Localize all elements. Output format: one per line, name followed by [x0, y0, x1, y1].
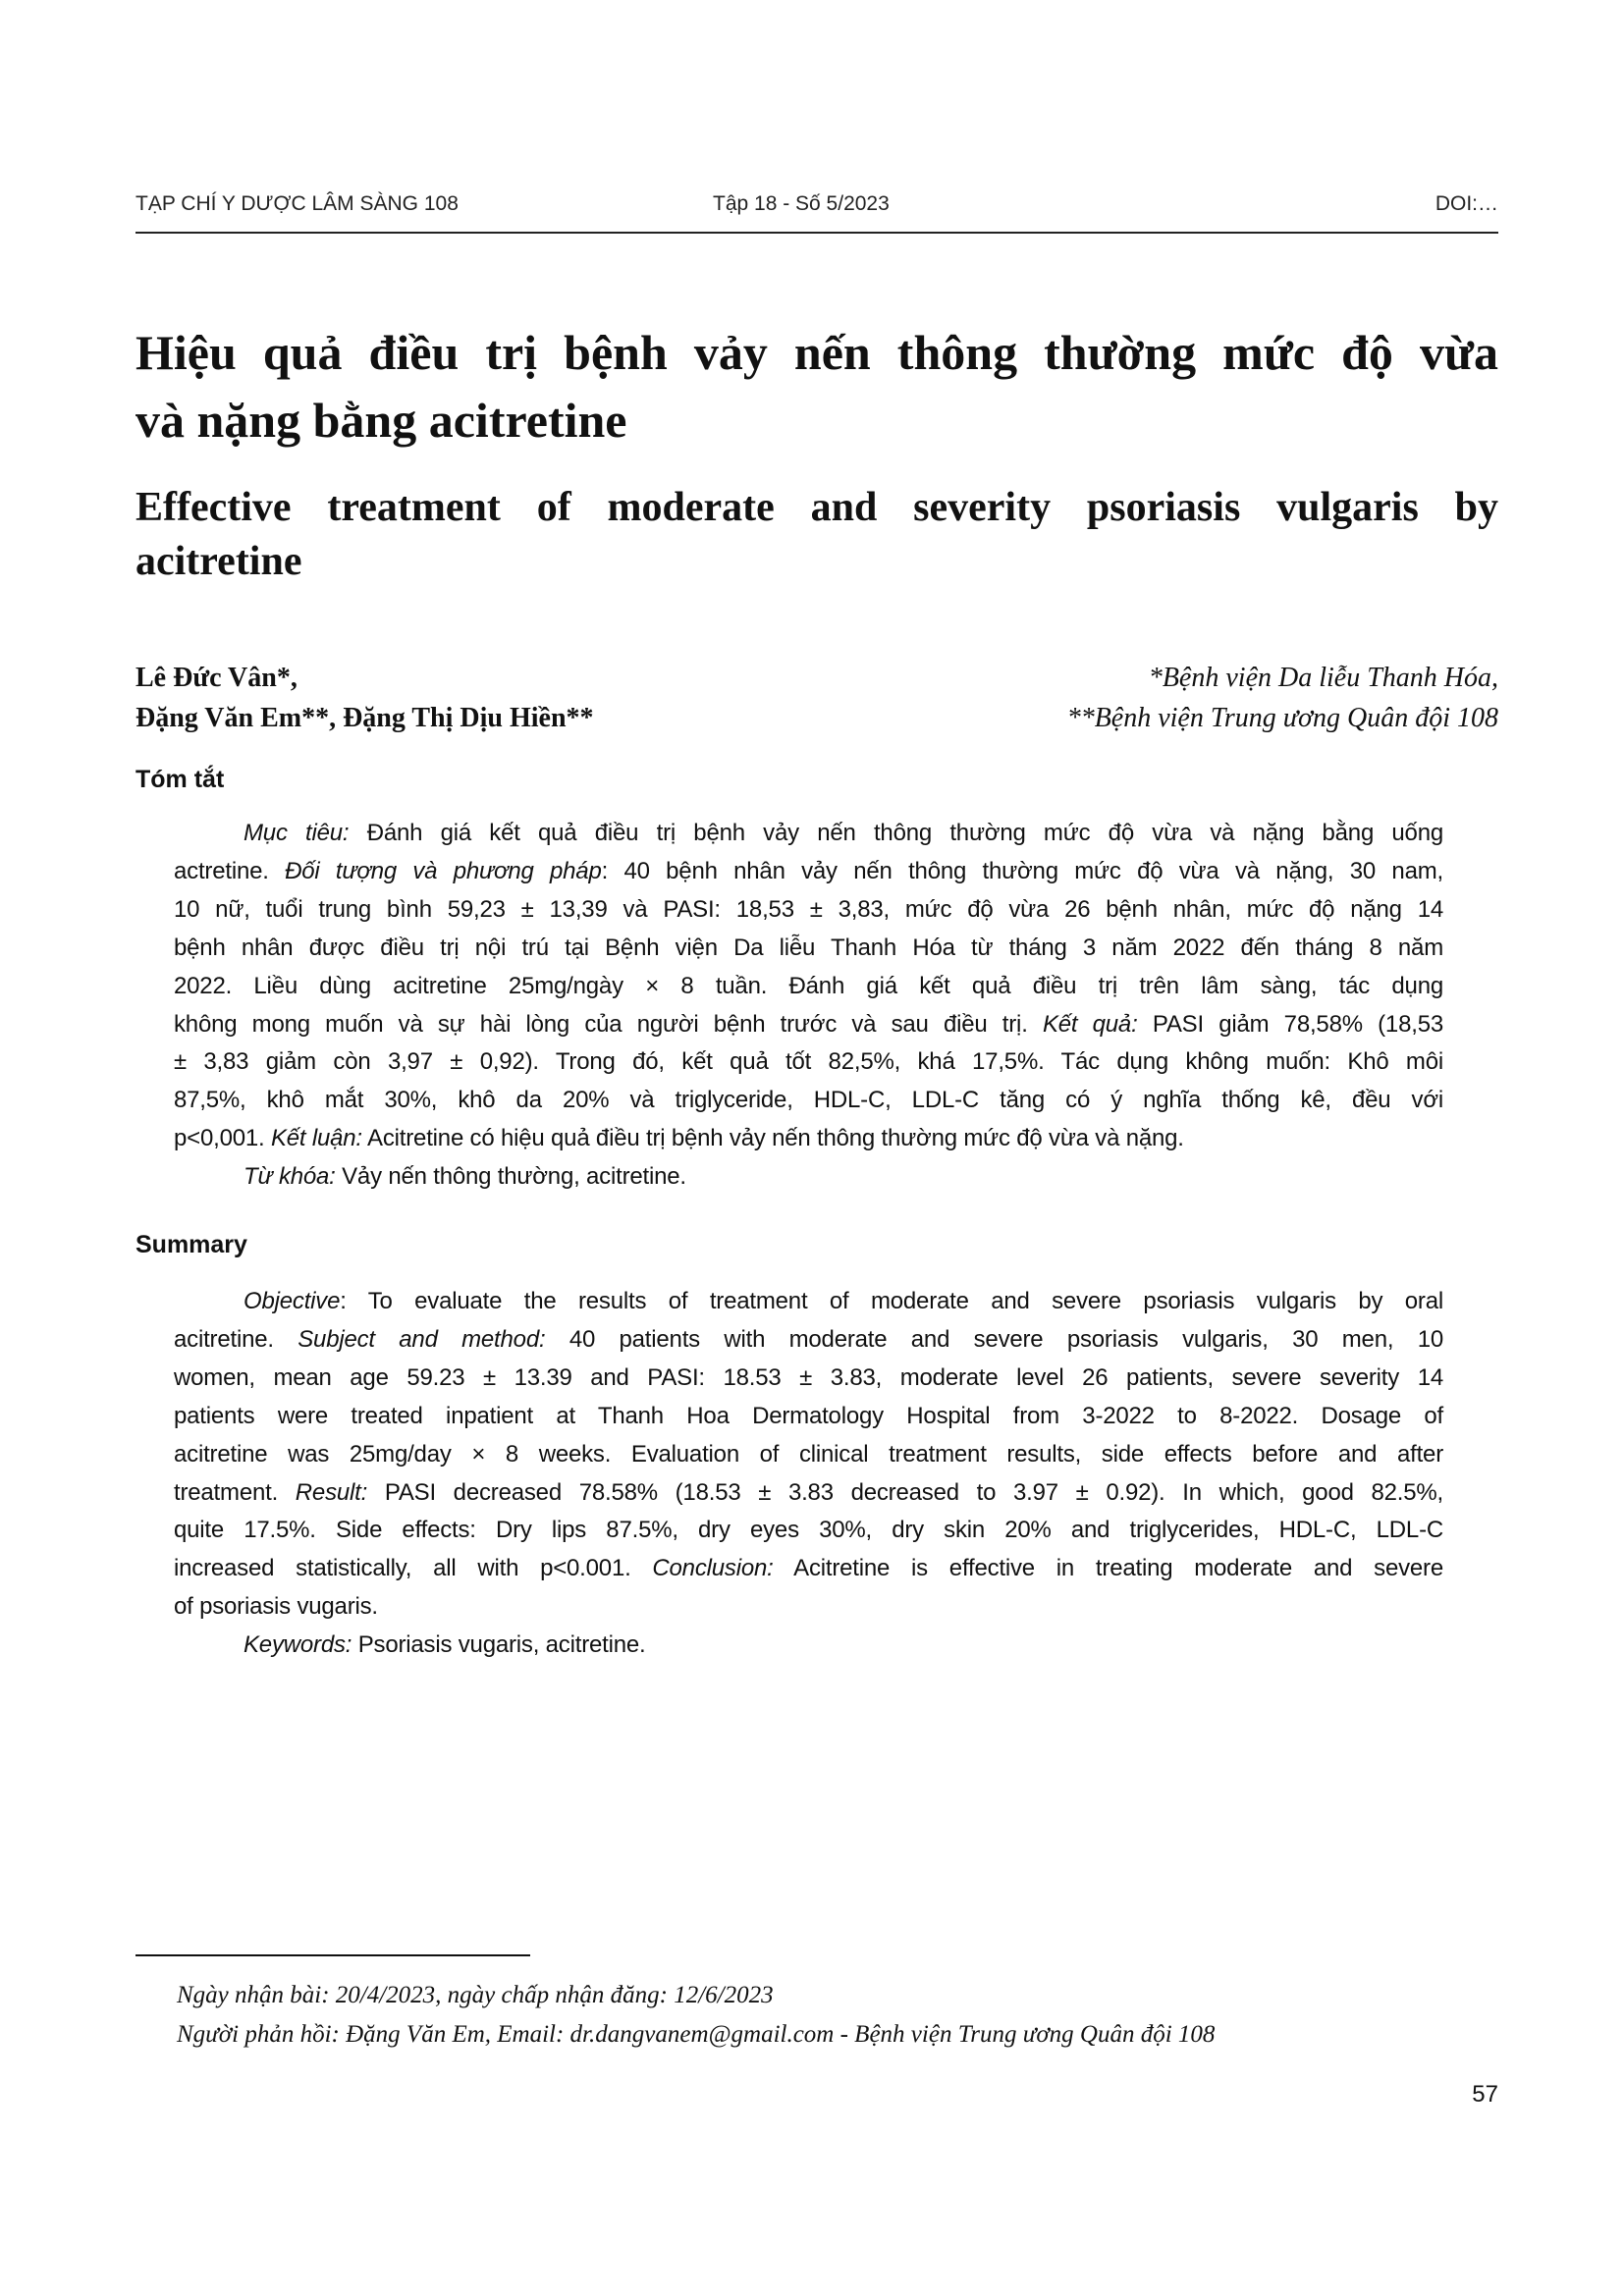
affiliation-line: *Bệnh viện Da liễu Thanh Hóa, [1148, 663, 1498, 693]
text-run: Psoriasis vugaris, acitretine. [352, 1631, 646, 1659]
text-run: ± 3,83 giảm còn 3,97 ± 0,92). Trong đó, kết quả tốt 82,5%, khá 17,5%. Tác dụng không muốn: Khô môi [174, 1048, 1443, 1076]
title-line: Hiệu quả điều trị bệnh vảy nến thông thường mức độ vừa [135, 325, 1498, 380]
page-number: 57 [1472, 2081, 1498, 2108]
author-line: Lê Đức Vân*, [135, 663, 298, 693]
header-divider [135, 232, 1498, 234]
italic-label: Từ khóa: [244, 1163, 336, 1191]
text-run: PASI decreased 78.58% (18.53 ± 3.83 decreased to 3.97 ± 0.92). In which, good 82.5%, [367, 1478, 1444, 1506]
text-run: of psoriasis vugaris. [174, 1593, 378, 1621]
title-line: và nặng bằng acitretine [135, 393, 627, 448]
paragraph-line [174, 815, 1443, 853]
italic-label: Kết quả: [1042, 1010, 1138, 1038]
paragraph-line [174, 1588, 1443, 1627]
italic-label: Keywords: [244, 1631, 352, 1659]
text-run: : 40 bệnh nhân vảy nến thông thường mức độ vừa và nặng, 30 nam, [601, 857, 1443, 884]
text-run: acitretine. [174, 1325, 298, 1353]
correspondence-note: Người phản hồi: Đặng Văn Em, Email: dr.dangvanem@gmail.com - Bệnh viện Trung ương Quân đội 108 [177, 2021, 1216, 2048]
footnote-divider [135, 1954, 530, 1956]
text-run: increased statistically, all with p<0.001. [174, 1555, 653, 1582]
paragraph-line [174, 1360, 1443, 1398]
text-run: p<0,001. [174, 1125, 271, 1152]
text-run: Đánh giá kết quả điều trị bệnh vảy nến thông thường mức độ vừa và nặng bằng uống [349, 820, 1443, 846]
paragraph-line [174, 1474, 1443, 1513]
text-run: 10 nữ, tuổi trung bình 59,23 ± 13,39 và PASI: 18,53 ± 3,83, mức độ vừa 26 bệnh nhân, mức độ nặng 14 [174, 895, 1443, 923]
paragraph-line [174, 1082, 1443, 1120]
affiliations [1067, 658, 1498, 738]
journal-name: TẠP CHÍ Y DƯỢC LÂM SÀNG 108 [135, 192, 459, 215]
italic-label: Mục tiêu: [244, 820, 350, 846]
paragraph-line [174, 1120, 1443, 1158]
italic-label: Đối tượng và phương pháp [285, 857, 602, 884]
title-english [135, 481, 1498, 589]
italic-label: Kết luận: [270, 1125, 362, 1152]
paragraph-line [174, 1158, 1443, 1197]
italic-label: Result: [295, 1478, 368, 1506]
affiliation-line: **Bệnh viện Trung ương Quân đội 108 [1066, 703, 1498, 733]
paragraph-line [174, 1436, 1443, 1474]
footnotes [177, 1976, 1215, 2055]
text-run: 2022. Liều dùng acitretine 25mg/ngày × 8 tuần. Đánh giá kết quả điều trị trên lâm sàng, tác dụng [174, 972, 1443, 999]
italic-label: Conclusion: [652, 1555, 774, 1582]
title-line: Effective treatment of moderate and severity psoriasis vulgaris by [135, 485, 1498, 530]
paragraph-line [174, 853, 1443, 891]
text-run: 87,5%, khô mắt 30%, khô da 20% và triglyceride, HDL-C, LDL-C tăng có ý nghĩa thống kê, đều với [174, 1087, 1443, 1114]
text-run: patients were treated inpatient at Thanh Hoa Dermatology Hospital from 3-2022 to 8-2022. Dosage of [174, 1402, 1443, 1429]
text-run: 40 patients with moderate and severe psoriasis vulgaris, 30 men, 10 [545, 1325, 1443, 1353]
paragraph-line [174, 930, 1443, 968]
text-run: không mong muốn và sự hài lòng của người bệnh trước và sau điều trị. [174, 1010, 1043, 1038]
issue-number: Tập 18 - Số 5/2023 [713, 192, 890, 215]
abstract-vi-body [174, 815, 1443, 1197]
doi-label: DOI:… [1435, 192, 1498, 215]
abstract-vi-heading: Tóm tắt [135, 766, 225, 793]
text-run: Acitretine có hiệu quả điều trị bệnh vảy nến thông thường mức độ vừa và nặng. [361, 1125, 1184, 1152]
received-date-note: Ngày nhận bài: 20/4/2023, ngày chấp nhận đăng: 12/6/2023 [177, 1982, 774, 2008]
italic-label: Subject and method: [298, 1325, 546, 1353]
text-run: quite 17.5%. Side effects: Dry lips 87.5%, dry eyes 30%, dry skin 20% and triglycerides, HDL-C, LDL-C [174, 1517, 1443, 1544]
title-line: acitretine [135, 539, 302, 584]
paragraph-line [174, 1043, 1443, 1082]
paragraph-line [174, 1550, 1443, 1588]
text-run: acitretine was 25mg/day × 8 weeks. Evaluation of clinical treatment results, side effects before and after [174, 1440, 1443, 1468]
title-vietnamese [135, 319, 1498, 454]
text-run: : To evaluate the results of treatment of moderate and severe psoriasis vulgaris by oral [340, 1288, 1443, 1314]
summary-heading: Summary [135, 1231, 247, 1258]
paragraph-line [174, 1006, 1443, 1044]
paragraph-line [174, 1321, 1443, 1360]
text-run: Vảy nến thông thường, acitretine. [335, 1163, 686, 1191]
paragraph-line [174, 891, 1443, 930]
italic-label: Objective [244, 1288, 341, 1314]
paragraph-line [174, 968, 1443, 1006]
text-run: actretine. [174, 857, 286, 884]
author-line: Đặng Văn Em**, Đặng Thị Dịu Hiền** [135, 703, 594, 733]
text-run: women, mean age 59.23 ± 13.39 and PASI: 18.53 ± 3.83, moderate level 26 patients, severe severity 14 [174, 1363, 1443, 1391]
paragraph-line [174, 1512, 1443, 1550]
paragraph-line [174, 1398, 1443, 1436]
text-run: Acitretine is effective in treating moderate and severe [773, 1555, 1443, 1582]
paragraph-line [174, 1283, 1443, 1321]
paragraph-line [174, 1627, 1443, 1665]
text-run: PASI giảm 78,58% (18,53 [1137, 1010, 1443, 1038]
summary-body [174, 1283, 1443, 1665]
text-run: bệnh nhân được điều trị nội trú tại Bệnh viện Da liễu Thanh Hóa từ tháng 3 năm 2022 đến tháng 8 năm [174, 934, 1443, 961]
text-run: treatment. [174, 1478, 296, 1506]
authors [135, 658, 594, 738]
